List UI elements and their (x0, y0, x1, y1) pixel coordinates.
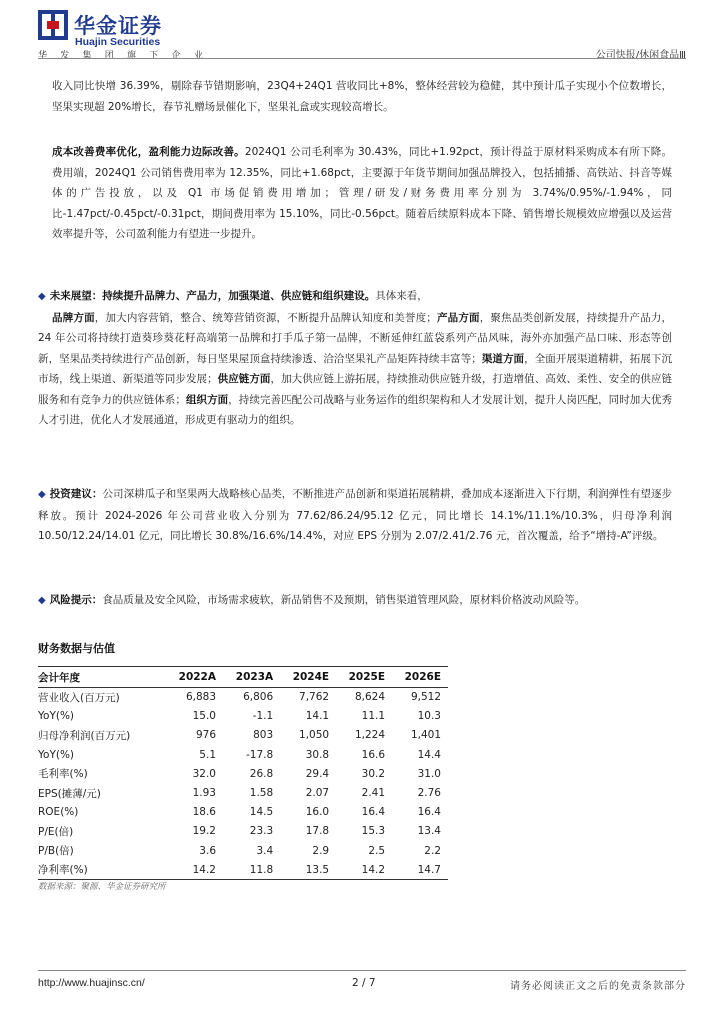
table-cell: 10.3 (417, 710, 441, 723)
diamond-bullet-icon: ◆ (38, 489, 46, 500)
table-row (38, 745, 448, 764)
table-cell: -17.8 (245, 748, 274, 761)
table-cell: 11.1 (361, 710, 386, 723)
risk-text: 食品质量及安全风险，市场需求疲软，新品销售不及预期，销售渠道管理风险，原材料价格波动风险等。 (102, 594, 586, 606)
table-header-cell: 2025E (348, 671, 386, 683)
table-header-row (38, 667, 448, 688)
table-cell: 976 (195, 729, 216, 742)
diamond-bullet-icon: ◆ (38, 595, 46, 606)
table-cell: 1,050 (299, 729, 330, 742)
table-cell: 2.07 (305, 787, 330, 800)
table-cell: 803 (253, 729, 274, 742)
table-cell: 16.4 (361, 806, 386, 819)
outlook-org-label: 组织方面 (185, 393, 229, 406)
table-cell: 2.5 (368, 844, 386, 857)
table-row (38, 688, 448, 707)
paragraph-cost-text: 2024Q1 公司毛利率为 30.43%，同比+1.92pct，预计得益于原材料采购成本有所下降。费用端，2024Q1 公司销售费用率为 12.35%，同比+1.68pct，主要源于年货节期间加强品牌投入，包括捕播、高铁站、抖音等媒体的广告投放，以及 Q1 市场促销费用增加；管理/研发/财务费用率分别为 3.74%/0.95%/-1.94%，同比-1.47pct/-0.45pct/-0.31pct，期间费用率为 15.10%，同比-0.56pct。随着后续原料成本下降、销售增长规模效应增强以及运营效率提升等，公司盈利能力有望进一步提升。 (52, 146, 673, 240)
table-header-cell: 2024E (292, 671, 330, 683)
table-cell: -1.1 (252, 710, 274, 723)
table-cell: 30.2 (361, 767, 386, 780)
table-cell: 29.4 (305, 767, 330, 780)
table-header-cell: 2022A (178, 671, 216, 683)
table-row (38, 764, 448, 783)
financial-table-title: 财务数据与估值 (38, 642, 115, 655)
table-cell: 30.8 (305, 748, 330, 761)
paragraph-investment (38, 484, 672, 547)
outlook-text-f: ，持续完善匹配公司战略与业务运作的组织架构和人才发展计划，提升人岗匹配，同时加大优秀人才引进，优化人才发展通道，形成更有驱动力的组织。 (38, 393, 673, 426)
table-cell: 7,762 (299, 691, 330, 704)
header-divider (38, 58, 686, 59)
table-cell: 14.4 (417, 748, 441, 761)
table-cell: 18.6 (192, 806, 216, 819)
table-cell: 2.41 (361, 787, 386, 800)
footer-url-link[interactable]: http://www.huajinsc.cn/ (38, 977, 145, 989)
table-header-cell: 2023A (235, 671, 274, 683)
logo-cn-text: 华金证券 (74, 14, 162, 38)
outlook-text-b: ，加大内容营销，整合、统筹营销资源，不断提升品牌认知度和美誉度； (94, 311, 437, 324)
table-row-label: P/E(倍) (38, 825, 74, 838)
investment-title: 投资建议： (49, 488, 103, 500)
outlook-title: 未来展望：持续提升品牌力、产品力，加强渠道、供应链和组织建设。 (49, 290, 376, 302)
table-cell: 15.3 (361, 825, 386, 838)
table-cell: 1,401 (410, 729, 441, 742)
table-header-cell: 2026E (404, 671, 441, 683)
table-cell: 1,224 (354, 729, 386, 742)
table-cell: 1.93 (192, 787, 216, 800)
footer-divider (38, 970, 686, 971)
table-cell: 13.5 (305, 863, 330, 876)
table-row (38, 726, 448, 745)
outlook-brand-label: 品牌方面 (52, 311, 95, 324)
paragraph-revenue (52, 76, 672, 117)
table-cell: 2.9 (312, 844, 330, 857)
outlook-supply-label: 供应链方面 (217, 373, 271, 385)
table-row (38, 841, 448, 860)
diamond-bullet-icon: ◆ (38, 291, 46, 302)
table-cell: 16.0 (305, 806, 330, 819)
paragraph-revenue-text: 收入同比快增 36.39%，剔除春节错期影响，23Q4+24Q1 营收同比+8%，整体经营较为稳健，其中预计瓜子实现小个位数增长，坚果实现超 20%增长，春节礼赠场景催化下，坚果礼盒或实现较高增长。 (52, 80, 672, 113)
table-cell: 6,806 (243, 691, 274, 704)
data-source-note: 数据来源：聚源、华金证券研究所 (38, 882, 166, 892)
page-number: 2 / 7 (352, 977, 376, 989)
table-row (38, 783, 448, 802)
table-cell: 32.0 (192, 767, 216, 780)
outlook-product-label: 产品方面 (436, 311, 480, 324)
table-header-cell: 会计年度 (38, 671, 80, 684)
table-cell: 3.4 (256, 844, 274, 857)
report-type: 公司快报/休闲食品Ⅲ (595, 50, 686, 61)
table-cell: 15.0 (192, 710, 216, 723)
table-cell: 16.6 (361, 748, 386, 761)
table-row-label: EPS(摊薄/元) (38, 787, 101, 800)
table-cell: 9,512 (410, 691, 441, 704)
outlook-channel-label: 渠道方面 (481, 352, 525, 365)
risk-title: 风险提示： (49, 594, 103, 606)
table-row-label: P/B(倍) (38, 845, 74, 858)
table-cell: 11.8 (249, 863, 274, 876)
paragraph-outlook (38, 286, 672, 431)
table-cell: 19.2 (192, 825, 216, 838)
table-cell: 14.5 (249, 806, 274, 819)
table-cell: 3.6 (199, 844, 216, 857)
table-cell: 14.1 (305, 710, 330, 723)
table-cell: 23.3 (249, 825, 274, 838)
table-cell: 13.4 (417, 825, 441, 838)
investment-text: 公司深耕瓜子和坚果两大战略核心品类，不断推进产品创新和渠道拓展精耕，叠加成本逐渐进入下行期，利润弹性有望逐步释放。预计 2024-2026 年公司营业收入分别为 77.62/86.24/95.12 亿元，同比增长 14.1%/11.1%/10.3%，归母净利润 10.50/12.24/14.01 亿元，同比增长 30.8%/16.6%/14.4%，对应 EPS 分别为 2.07/2.41/2.76 元，首次覆盖，给予“增持-A”评级。 (38, 488, 673, 542)
table-cell: 8,624 (354, 691, 386, 704)
table-cell: 2.2 (424, 844, 441, 857)
table-cell: 2.76 (417, 787, 441, 800)
table-cell: 1.58 (249, 787, 274, 800)
outlook-text-d: ，全面开展渠道精耕，拓展下沉市场，线上渠道、新渠道等同步发展； (38, 352, 673, 385)
table-row-label: 归母净利润(百万元) (38, 729, 131, 742)
huajin-logo-icon (38, 10, 68, 40)
outlook-text-c: ，聚焦品类创新发展，持续提升产品力，24 年公司将持续打造葵珍葵花籽高端第一品牌和打手瓜子第一品牌，不断延伸红蓝袋系列产品风味，海外亦加强产品口味、形态等创新，坚果品类持续进行产品创新，每日坚果屋顶盒持续渗透、洽洽坚果礼产品矩阵持续丰富等； (38, 311, 673, 365)
outlook-text-a: 具体来看， (375, 290, 428, 302)
header-subtitle: 华 发 集 团 旗 下 企 业 (38, 51, 209, 61)
table-body (38, 688, 448, 880)
table-row-label: 营业收入(百万元) (38, 691, 120, 704)
table-row (38, 822, 448, 841)
table-row-label: 毛利率(%) (38, 768, 88, 781)
table-cell: 14.2 (192, 863, 216, 876)
table-cell: 17.8 (305, 825, 330, 838)
table-row (38, 803, 448, 822)
financial-table (38, 666, 448, 880)
table-cell: 26.8 (249, 767, 274, 780)
table-row-label: 净利率(%) (38, 864, 88, 877)
table-cell: 31.0 (417, 767, 441, 780)
table-row-label: ROE(%) (38, 806, 79, 819)
table-row-label: YoY(%) (38, 710, 75, 723)
table-cell: 14.7 (417, 863, 441, 876)
table-row (38, 860, 448, 879)
paragraph-cost (52, 142, 672, 245)
outlook-text-e: ，加大供应链上游拓展，持续推动供应链升级，打造增值、高效、柔性、安全的供应链服务和有竞争力的供应链体系； (38, 373, 673, 406)
footer-disclaimer: 请务必阅读正文之后的免责条款部分 (510, 981, 686, 992)
page-header (38, 8, 686, 64)
table-cell: 16.4 (417, 806, 441, 819)
table-cell: 14.2 (361, 863, 386, 876)
table-row-label: YoY(%) (38, 748, 75, 761)
paragraph-cost-title: 成本改善费率优化，盈利能力边际改善。 (52, 146, 245, 158)
paragraph-risk (38, 590, 672, 612)
table-row (38, 707, 448, 726)
table-cell: 5.1 (199, 748, 216, 761)
table-cell: 6,883 (185, 691, 216, 704)
logo-en-text: Huajin Securities (75, 36, 161, 48)
